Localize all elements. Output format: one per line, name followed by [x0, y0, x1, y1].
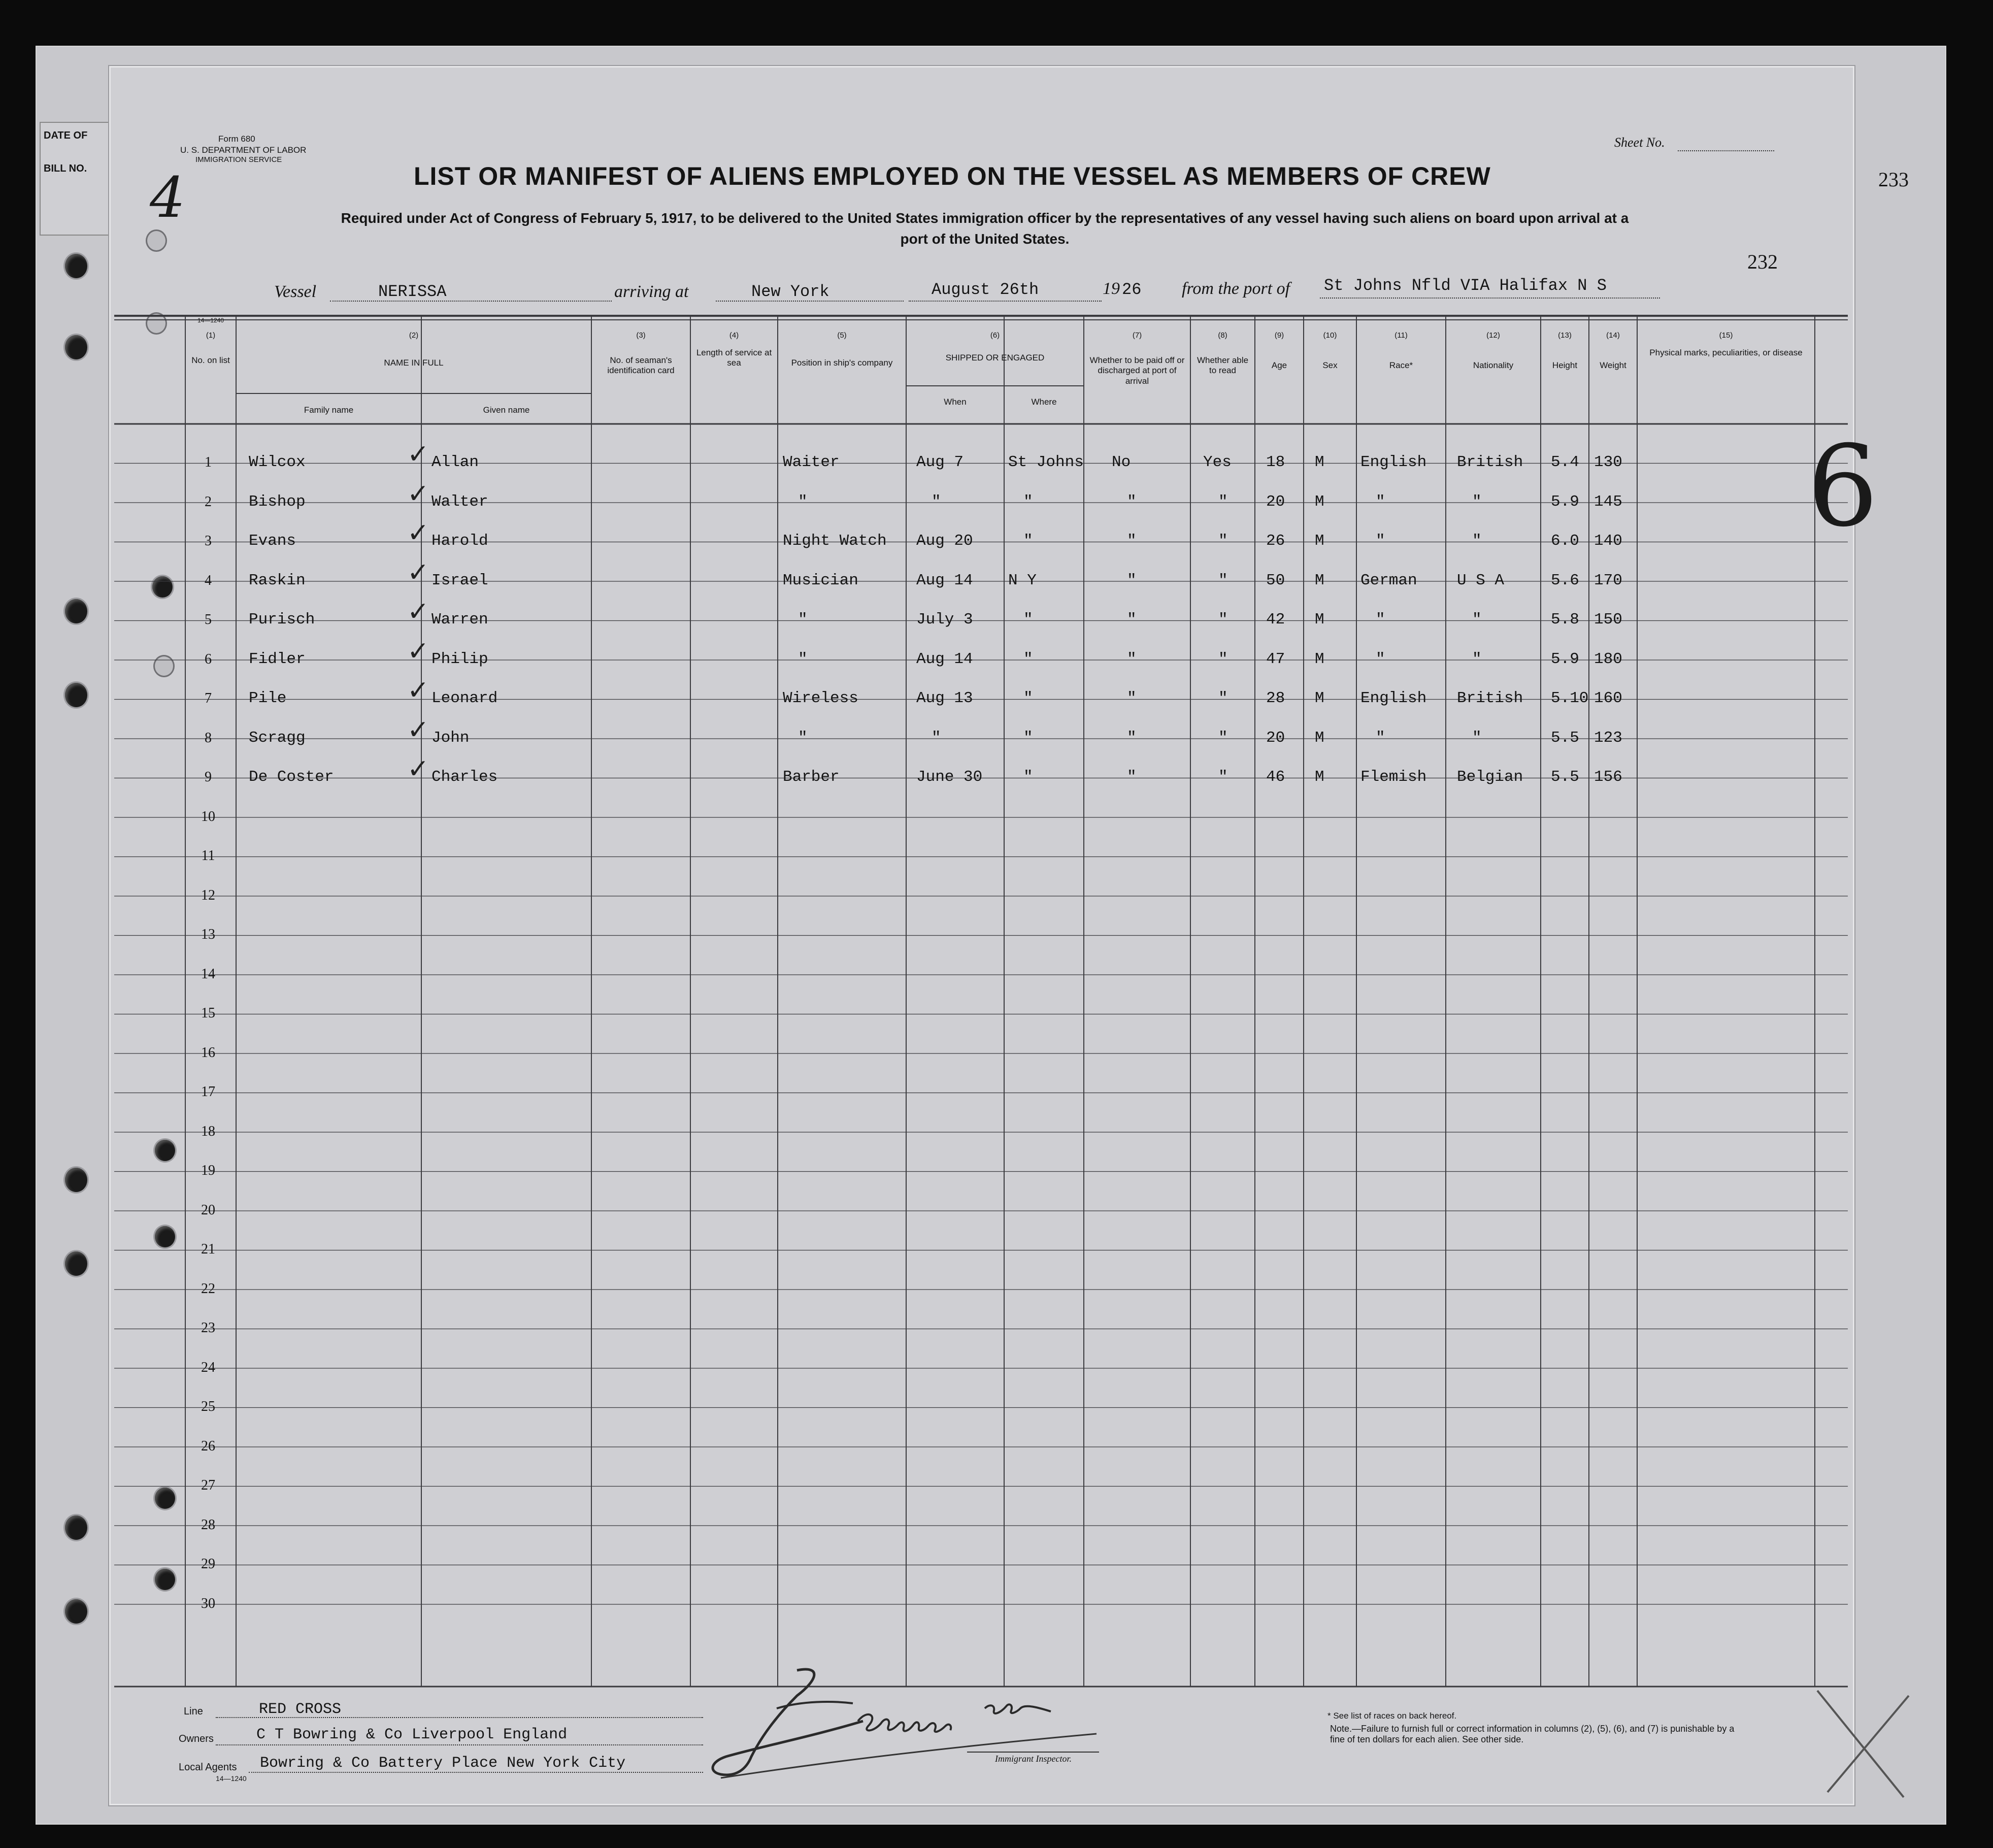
arrival-port[interactable]: New York — [751, 282, 829, 301]
row-number: 9 — [205, 769, 212, 785]
weight-cell: 156 — [1594, 768, 1622, 786]
shipped-where-cell: " — [1023, 689, 1033, 707]
weight-cell: 150 — [1594, 611, 1622, 629]
handwritten-margin-number: 6 — [1807, 421, 1878, 551]
age-cell: 42 — [1266, 611, 1285, 629]
family-name-cell: Fidler — [249, 650, 306, 668]
row-number: 8 — [205, 730, 212, 746]
column-number-c5: (5) — [837, 331, 847, 340]
race-cell: " — [1376, 532, 1385, 550]
side-stamp-bill: BILL NO. — [44, 163, 87, 174]
row-number: 24 — [201, 1359, 215, 1375]
row-number: 18 — [201, 1123, 215, 1139]
height-cell: 5.10 — [1551, 689, 1589, 707]
arrival-date[interactable]: August 26th — [932, 280, 1039, 299]
race-cell: " — [1376, 611, 1385, 629]
row-number: 13 — [201, 927, 215, 942]
shipped-when-cell: July 3 — [916, 611, 973, 629]
side-stamp-date: DATE OF — [44, 130, 88, 141]
given-name-cell: Charles — [431, 768, 498, 786]
age-cell: 20 — [1266, 492, 1285, 511]
able-to-read-cell: " — [1218, 650, 1228, 668]
position-cell: Night Watch — [783, 532, 887, 550]
weight-cell: 170 — [1594, 571, 1622, 589]
column-header-c13: Height — [1552, 360, 1578, 370]
column-number-c15: (15) — [1719, 331, 1733, 340]
column-header-c7: Whether to be paid off or discharged at port of arrival — [1089, 355, 1185, 386]
departure-port[interactable]: St Johns Nfld VIA Halifax N S — [1324, 276, 1607, 295]
shipped-where-cell: " — [1023, 492, 1033, 511]
row-number: 19 — [201, 1163, 215, 1178]
header-print-code: 14—1240 — [197, 317, 224, 324]
row-number: 22 — [201, 1280, 215, 1297]
shipped-when-cell: " — [932, 729, 941, 747]
shipped-where-cell: N Y — [1008, 571, 1037, 589]
row-number: 7 — [205, 690, 212, 706]
weight-cell: 123 — [1594, 729, 1622, 747]
family-name-cell: De Coster — [249, 768, 334, 786]
row-number: 25 — [201, 1399, 215, 1414]
sex-cell: M — [1315, 650, 1324, 668]
column-number-c9: (9) — [1274, 331, 1284, 340]
column-number-c1: (1) — [206, 331, 216, 340]
column-number-c7: (7) — [1132, 331, 1142, 340]
sheet-number-label: Sheet No. — [1614, 135, 1665, 150]
table-row[interactable] — [114, 464, 1845, 503]
subtitle-line-2: port of the United States. — [900, 230, 1070, 247]
agents-field-line — [249, 1772, 703, 1773]
family-name-cell: Wilcox — [249, 453, 306, 471]
pencil-x-mark — [1807, 1680, 1919, 1802]
row-number: 6 — [205, 651, 212, 667]
column-number-c11: (11) — [1394, 331, 1408, 340]
race-cell: German — [1360, 571, 1417, 589]
line-field-line — [216, 1717, 703, 1718]
position-cell: " — [798, 729, 808, 747]
table-row[interactable] — [114, 700, 1845, 739]
height-cell: 5.9 — [1551, 650, 1579, 668]
age-cell: 20 — [1266, 729, 1285, 747]
nationality-cell: British — [1457, 689, 1523, 707]
given-name-cell: Allan — [431, 453, 479, 471]
subtitle-line-1: Required under Act of Congress of February 5, 1917, to be delivered to the United States immigration officer by the representatives of any vessel having such aliens on board upon arrival at a — [341, 210, 1629, 226]
check-mark-icon: ✓ — [407, 675, 429, 706]
able-to-read-cell: " — [1218, 729, 1228, 747]
nationality-cell: " — [1472, 611, 1482, 629]
column-header-c10: Sex — [1322, 360, 1338, 370]
column-header-when: When — [944, 397, 967, 407]
shipped-when-cell: June 30 — [916, 768, 983, 786]
check-mark-icon: ✓ — [407, 478, 429, 509]
inspector-signature — [701, 1660, 1117, 1792]
race-cell: " — [1376, 729, 1385, 747]
position-cell: Barber — [783, 768, 840, 786]
row-number: 20 — [201, 1202, 215, 1218]
column-header-c6: SHIPPED OR ENGAGED — [945, 353, 1045, 362]
column-number-c2: (2) — [409, 331, 419, 340]
form-title: LIST OR MANIFEST OF ALIENS EMPLOYED ON THE VESSEL AS MEMBERS OF CREW — [414, 162, 1491, 190]
sex-cell: M — [1315, 689, 1324, 707]
check-mark-icon: ✓ — [407, 518, 429, 548]
family-name-cell: Pile — [249, 689, 287, 707]
paid-off-cell: " — [1127, 492, 1137, 511]
sex-cell: M — [1315, 729, 1324, 747]
able-to-read-cell: " — [1218, 768, 1228, 786]
row-number: 11 — [201, 848, 215, 864]
able-to-read-cell: " — [1218, 532, 1228, 550]
paid-off-cell: " — [1127, 768, 1137, 786]
column-number-c13: (13) — [1558, 331, 1572, 340]
position-cell: " — [798, 492, 808, 511]
vessel-label: Vessel — [274, 282, 317, 301]
column-header-c9: Age — [1271, 360, 1287, 370]
table-row[interactable] — [114, 424, 1845, 464]
row-number: 27 — [201, 1477, 215, 1493]
height-cell: 5.5 — [1551, 729, 1579, 747]
shipped-where-cell: " — [1023, 650, 1033, 668]
height-cell: 5.6 — [1551, 571, 1579, 589]
department-label: U. S. DEPARTMENT OF LABOR — [180, 145, 307, 155]
row-number: 29 — [201, 1556, 215, 1572]
height-cell: 5.5 — [1551, 768, 1579, 786]
height-cell: 5.8 — [1551, 611, 1579, 629]
nationality-cell: British — [1457, 453, 1523, 471]
shipped-when-cell: Aug 13 — [916, 689, 973, 707]
given-name-cell: Philip — [431, 650, 488, 668]
height-cell: 6.0 — [1551, 532, 1579, 550]
family-name-cell: Evans — [249, 532, 296, 550]
table-row[interactable] — [114, 503, 1845, 542]
paid-off-cell: " — [1127, 571, 1137, 589]
able-to-read-cell: Yes — [1203, 453, 1232, 471]
service-label: IMMIGRATION SERVICE — [195, 155, 282, 164]
line-value[interactable]: RED CROSS — [259, 1701, 342, 1718]
position-cell: Wireless — [783, 689, 858, 707]
column-header-c15: Physical marks, peculiarities, or disease — [1649, 348, 1803, 357]
able-to-read-cell: " — [1218, 492, 1228, 511]
check-mark-icon: ✓ — [407, 557, 429, 588]
column-number-c6: (6) — [990, 331, 1000, 340]
shipped-when-cell: Aug 14 — [916, 571, 973, 589]
print-code: 14—1240 — [216, 1774, 247, 1783]
shipped-when-cell: Aug 7 — [916, 453, 964, 471]
sex-cell: M — [1315, 532, 1324, 550]
row-number: 16 — [201, 1044, 215, 1061]
weight-cell: 140 — [1594, 532, 1622, 550]
row-number: 14 — [201, 966, 215, 982]
sex-cell: M — [1315, 571, 1324, 589]
nationality-cell: " — [1472, 729, 1482, 747]
agents-value[interactable]: Bowring & Co Battery Place New York City — [260, 1755, 626, 1772]
column-header-c5: Position in ship's company — [791, 358, 893, 368]
paid-off-cell: No — [1112, 453, 1131, 471]
column-header-where: Where — [1031, 397, 1057, 407]
column-number-c12: (12) — [1486, 331, 1500, 340]
page-number-top: 233 — [1878, 168, 1909, 191]
vessel-name[interactable]: NERISSA — [378, 282, 447, 301]
race-cell: " — [1376, 492, 1385, 511]
nationality-cell: U S A — [1457, 571, 1505, 589]
column-header-family-name: Family name — [304, 405, 354, 415]
line-label: Line — [184, 1706, 203, 1717]
row-number: 1 — [205, 454, 212, 470]
able-to-read-cell: " — [1218, 571, 1228, 589]
check-mark-icon: ✓ — [407, 439, 429, 470]
family-name-cell: Raskin — [249, 571, 306, 589]
form-number: Form 680 — [218, 134, 255, 144]
given-name-cell: John — [431, 729, 470, 747]
row-number: 28 — [201, 1516, 215, 1533]
nationality-cell: " — [1472, 492, 1482, 511]
column-number-c10: (10) — [1323, 331, 1337, 340]
shipped-where-cell: " — [1023, 729, 1033, 747]
table-row[interactable] — [114, 621, 1845, 661]
able-to-read-cell: " — [1218, 689, 1228, 707]
sex-cell: M — [1315, 492, 1324, 511]
race-cell: English — [1360, 689, 1427, 707]
owners-label: Owners — [179, 1733, 214, 1744]
shipped-where-cell: " — [1023, 768, 1033, 786]
position-cell: " — [798, 650, 808, 668]
table-row[interactable] — [114, 581, 1845, 621]
able-to-read-cell: " — [1218, 611, 1228, 629]
age-cell: 26 — [1266, 532, 1285, 550]
column-header-c14: Weight — [1600, 360, 1626, 370]
paid-off-cell: " — [1127, 650, 1137, 668]
shipped-where-cell: " — [1023, 611, 1033, 629]
row-number: 2 — [205, 493, 212, 510]
column-header-c2: NAME IN FULL — [384, 358, 444, 368]
shipped-where-cell: St Johns — [1008, 453, 1084, 471]
row-number: 10 — [201, 808, 215, 824]
column-header-c12: Nationality — [1473, 360, 1514, 370]
shipped-when-cell: " — [932, 492, 941, 511]
given-name-cell: Walter — [431, 492, 488, 511]
shipped-when-cell: Aug 20 — [916, 532, 973, 550]
agents-label: Local Agents — [179, 1762, 237, 1773]
weight-cell: 160 — [1594, 689, 1622, 707]
nationality-cell: " — [1472, 532, 1482, 550]
check-mark-icon: ✓ — [407, 754, 429, 784]
height-cell: 5.4 — [1551, 453, 1579, 471]
row-number: 15 — [201, 1005, 215, 1021]
family-name-cell: Purisch — [249, 611, 315, 629]
sex-cell: M — [1315, 611, 1324, 629]
nationality-cell: Belgian — [1457, 768, 1523, 786]
inspector-label: Immigrant Inspector. — [995, 1754, 1072, 1764]
year-prefix: 19 — [1103, 279, 1120, 298]
penalty-note: Note.—Failure to furnish full or correct information in columns (2), (5), (6), and (7) is punishable by a fine of ten dollars for each alien. See other side. — [1330, 1724, 1735, 1744]
table-row[interactable] — [114, 542, 1845, 582]
paid-off-cell: " — [1127, 689, 1137, 707]
family-name-cell: Bishop — [249, 492, 306, 511]
race-cell: Flemish — [1360, 768, 1427, 786]
weight-cell: 130 — [1594, 453, 1622, 471]
row-number: 5 — [205, 612, 212, 628]
weight-cell: 180 — [1594, 650, 1622, 668]
age-cell: 18 — [1266, 453, 1285, 471]
column-header-given-name: Given name — [483, 405, 530, 415]
sex-cell: M — [1315, 768, 1324, 786]
column-header-c4: Length of service at sea — [696, 348, 772, 368]
check-mark-icon: ✓ — [407, 636, 429, 667]
owners-value[interactable]: C T Bowring & Co Liverpool England — [256, 1726, 568, 1743]
column-header-c1: No. on list — [191, 355, 230, 365]
paid-off-cell: " — [1127, 611, 1137, 629]
family-name-cell: Scragg — [249, 729, 306, 747]
given-name-cell: Israel — [431, 571, 488, 589]
row-number: 17 — [201, 1084, 215, 1100]
race-cell: " — [1376, 650, 1385, 668]
shipped-where-cell: " — [1023, 532, 1033, 550]
given-name-cell: Leonard — [431, 689, 498, 707]
column-number-c8: (8) — [1218, 331, 1227, 340]
page-number-second: 232 — [1747, 250, 1778, 273]
race-cell: English — [1360, 453, 1427, 471]
height-cell: 5.9 — [1551, 492, 1579, 511]
column-number-c3: (3) — [636, 331, 646, 340]
from-port-label: from the port of — [1182, 279, 1290, 298]
position-cell: Musician — [783, 571, 858, 589]
position-cell: " — [798, 611, 808, 629]
row-number: 4 — [205, 572, 212, 588]
column-number-c4: (4) — [729, 331, 739, 340]
age-cell: 46 — [1266, 768, 1285, 786]
arriving-label: arriving at — [614, 282, 689, 301]
handwritten-corner-number: 4 — [150, 165, 185, 230]
nationality-cell: " — [1472, 650, 1482, 668]
age-cell: 28 — [1266, 689, 1285, 707]
weight-cell: 145 — [1594, 492, 1622, 511]
row-number: 26 — [201, 1438, 215, 1454]
column-number-c14: (14) — [1606, 331, 1620, 340]
paid-off-cell: " — [1127, 729, 1137, 747]
column-header-c3: No. of seaman's identification card — [607, 355, 675, 376]
row-number: 21 — [201, 1241, 215, 1257]
column-header-c8: Whether able to read — [1197, 355, 1249, 376]
year-suffix[interactable]: 26 — [1122, 280, 1142, 299]
sex-cell: M — [1315, 453, 1324, 471]
age-cell: 47 — [1266, 650, 1285, 668]
paid-off-cell: " — [1127, 532, 1137, 550]
signature-line — [967, 1752, 1099, 1753]
races-note: * See list of races on back hereof. — [1327, 1711, 1457, 1721]
age-cell: 50 — [1266, 571, 1285, 589]
position-cell: Waiter — [783, 453, 840, 471]
check-mark-icon: ✓ — [407, 714, 429, 745]
check-mark-icon: ✓ — [407, 597, 429, 627]
row-number: 12 — [201, 887, 215, 903]
shipped-when-cell: Aug 14 — [916, 650, 973, 668]
row-number: 23 — [201, 1320, 215, 1336]
row-number: 30 — [201, 1595, 215, 1611]
row-number: 3 — [205, 533, 212, 549]
given-name-cell: Harold — [431, 532, 488, 550]
owners-field-line — [216, 1744, 703, 1745]
given-name-cell: Warren — [431, 611, 488, 629]
column-header-c11: Race* — [1389, 360, 1413, 370]
